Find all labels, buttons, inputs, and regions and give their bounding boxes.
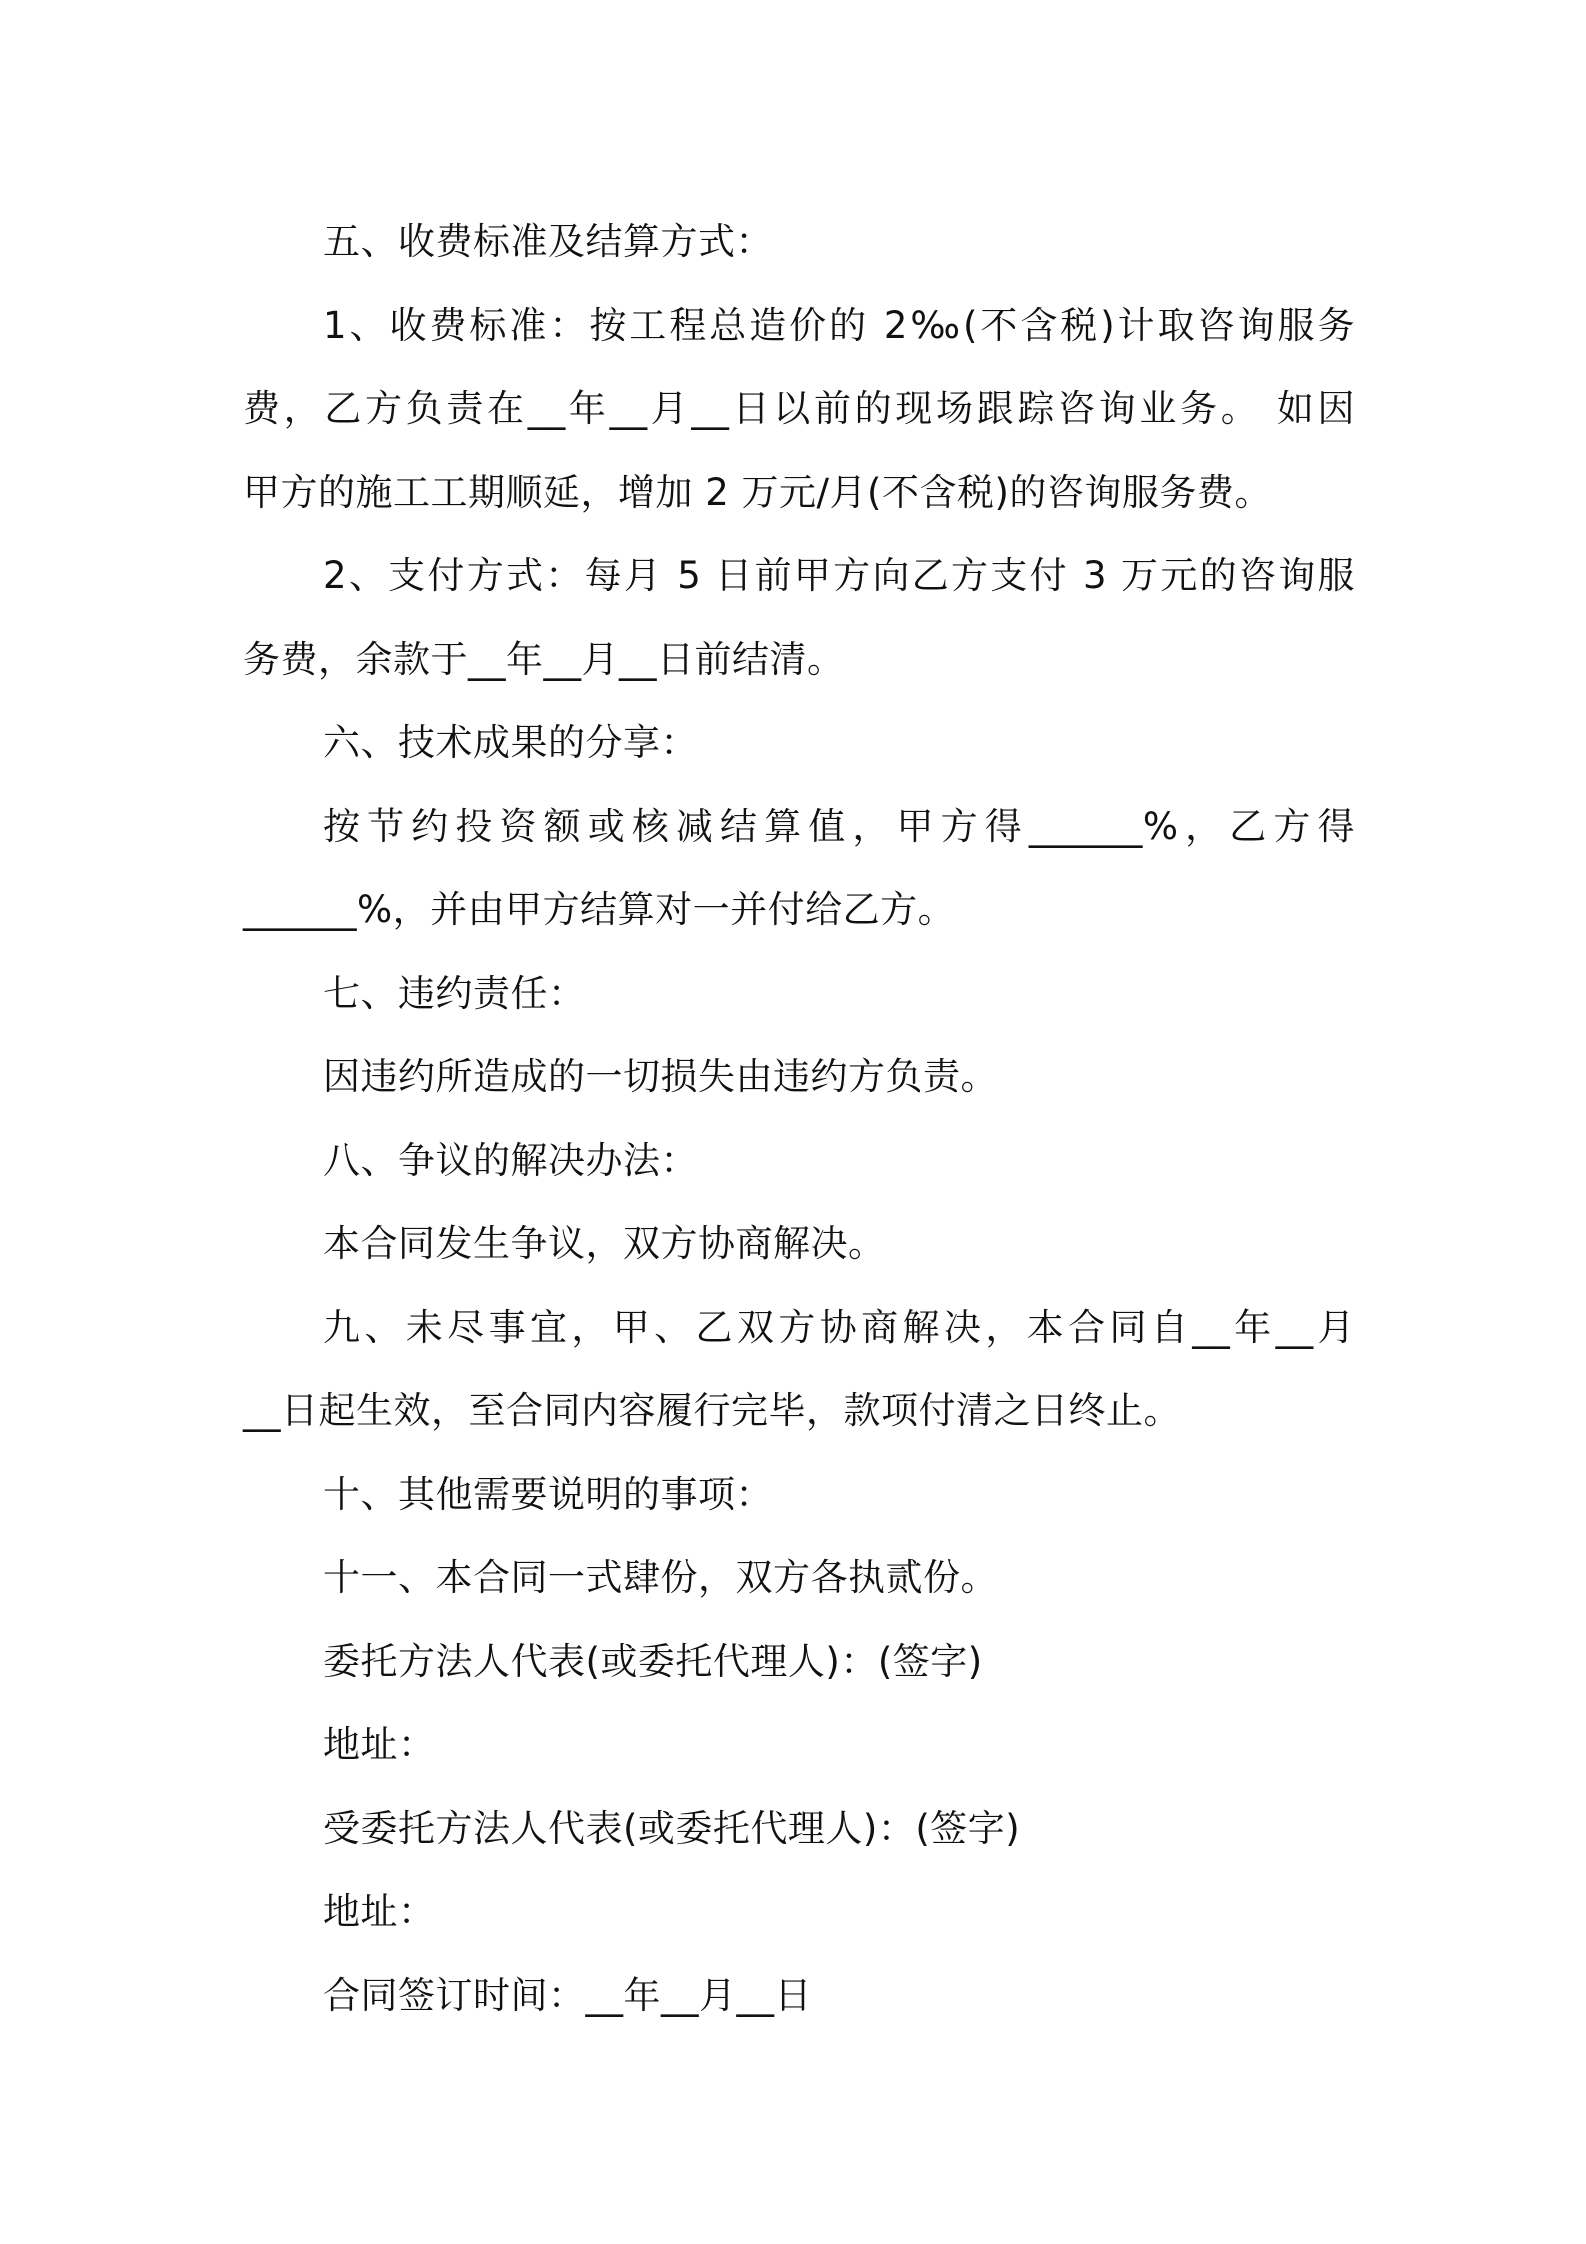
contractor-address: 地址： — [323, 1890, 436, 1933]
client-representative-signature: 委托方法人代表(或委托代理人)：(签字) — [323, 1639, 983, 1683]
section-5-heading: 五、收费标准及结算方式： — [323, 220, 773, 263]
section-10-heading: 十、其他需要说明的事项： — [323, 1472, 773, 1516]
section-8-heading: 八、争议的解决办法： — [323, 1138, 698, 1182]
fee-standard-line-2: 费，乙方负责在__年__月__日以前的现场跟踪咨询业务。 如因 — [243, 387, 1355, 430]
section-7-heading: 七、违约责任： — [323, 971, 586, 1015]
results-sharing-line-1: 按节约投资额或核减结算值，甲方得______%，乙方得 — [323, 804, 1355, 848]
client-address: 地址： — [323, 1723, 436, 1766]
section-6-heading: 六、技术成果的分享： — [323, 721, 698, 764]
contractor-representative-signature: 受委托方法人代表(或委托代理人)：(签字) — [323, 1806, 1021, 1850]
dispute-text: 本合同发生争议，双方协商解决。 — [323, 1222, 886, 1265]
results-sharing-line-2: ______%，并由甲方结算对一并付给乙方。 — [243, 888, 956, 931]
fee-standard-line-1: 1、收费标准：按工程总造价的 2‰(不含税)计取咨询服务 — [323, 303, 1355, 347]
signing-date: 合同签订时间：__年__月__日 — [323, 1973, 812, 2017]
section-9-line-2: __日起生效，至合同内容履行完毕，款项付清之日终止。 — [243, 1389, 1181, 1432]
section-11-text: 十一、本合同一式肆份，双方各执贰份。 — [323, 1556, 998, 1599]
payment-method-line-2: 务费，余款于__年__月__日前结清。 — [243, 637, 845, 681]
contract-document — [243, 200, 1355, 2037]
fee-standard-line-3: 甲方的施工工期顺延，增加 2 万元/月(不含税)的咨询服务费。 — [243, 470, 1272, 514]
liability-text: 因违约所造成的一切损失由违约方负责。 — [323, 1055, 998, 1098]
section-9-line-1: 九、未尽事宜，甲、乙双方协商解决，本合同自__年__月 — [323, 1305, 1355, 1349]
payment-method-line-1: 2、支付方式：每月 5 日前甲方向乙方支付 3 万元的咨询服 — [323, 554, 1355, 597]
